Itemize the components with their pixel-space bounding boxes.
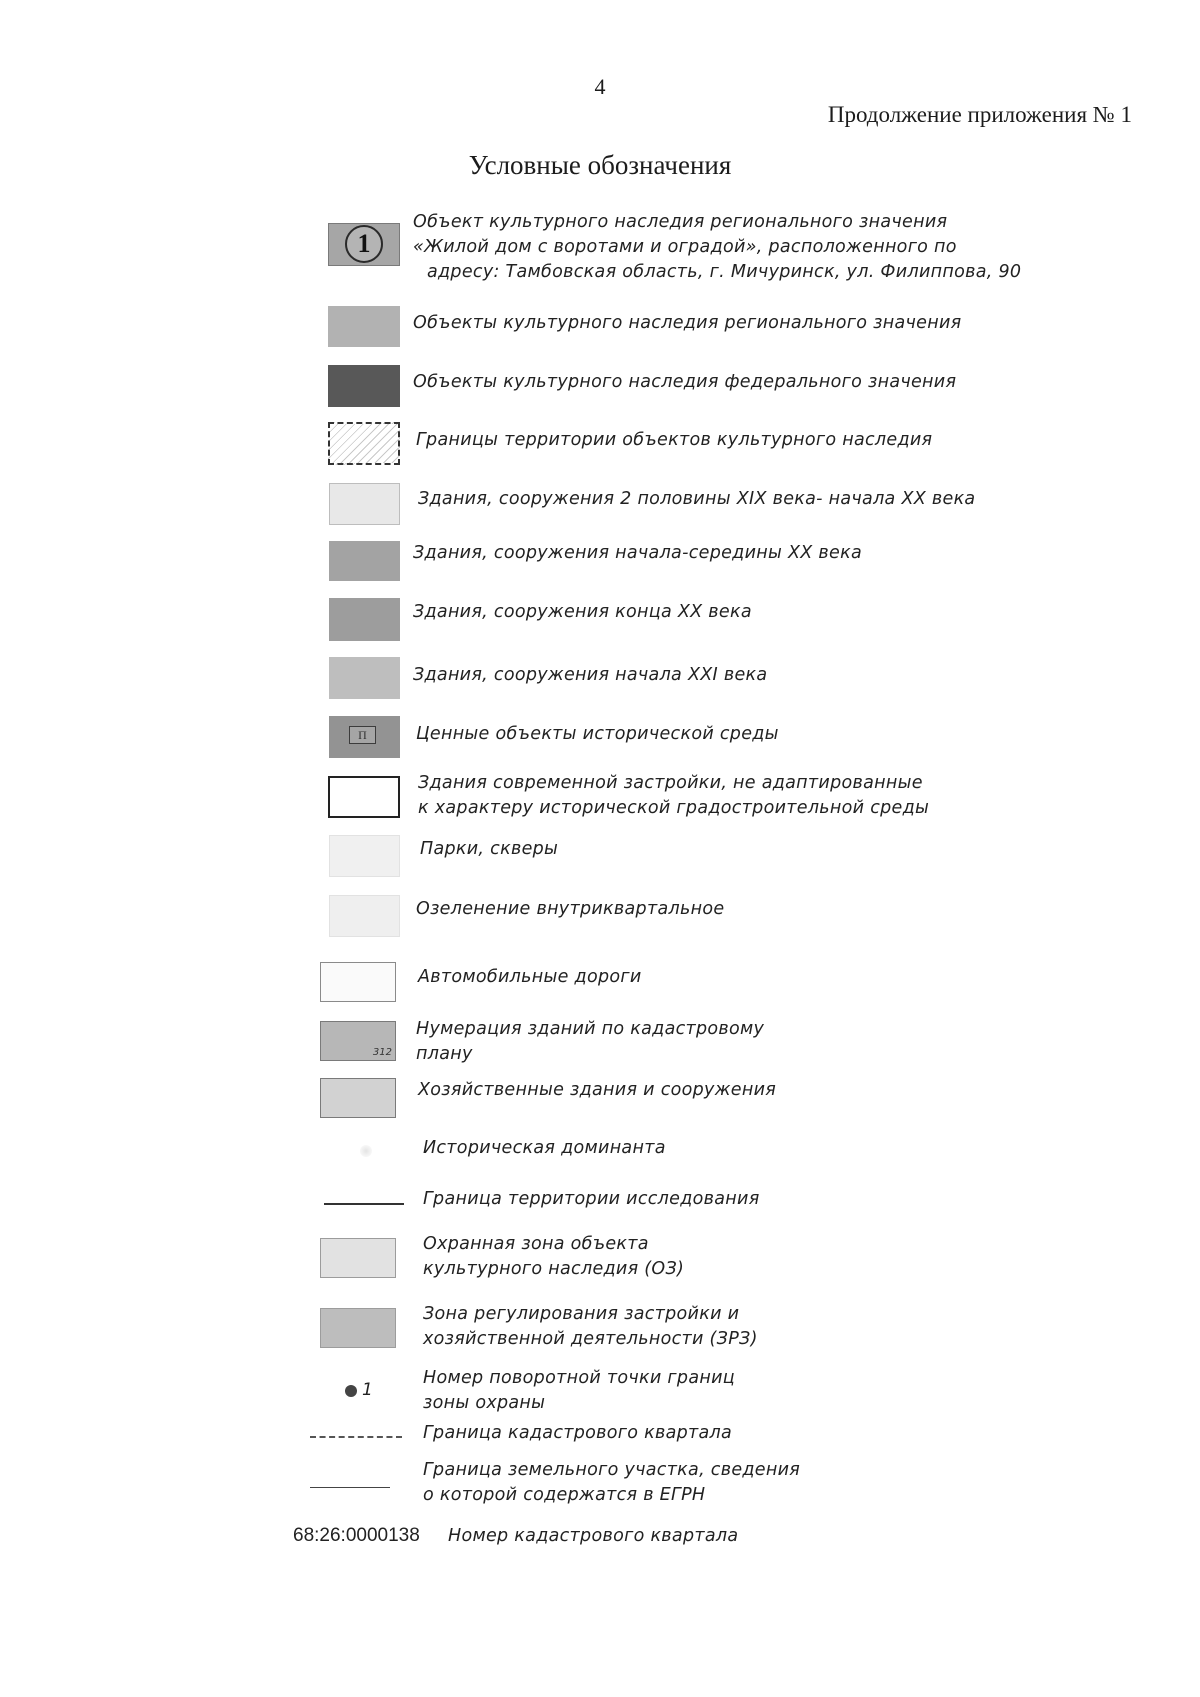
turning-point-label — [423, 1366, 735, 1416]
valuable-objects-label: Ценные объекты исторической среды — [416, 724, 779, 744]
building-numbering-label — [416, 1017, 764, 1067]
regulation-zone-label — [423, 1302, 758, 1352]
buildings-end-20c-swatch — [329, 598, 400, 641]
buildings-19c-swatch — [329, 483, 400, 525]
buildings-early-20c-label: Здания, сооружения начала-середины XX века — [413, 543, 862, 563]
turning-point-icon — [345, 1385, 357, 1397]
plot-border-line-2: о которой содержатся в ЕГРН — [423, 1485, 706, 1505]
roads-swatch — [320, 962, 396, 1002]
heritage-object-swatch — [328, 223, 400, 266]
federal-heritage-swatch — [328, 365, 400, 407]
historic-dominant-label: Историческая доминанта — [423, 1138, 666, 1158]
turning-point-line-2: зоны охраны — [423, 1393, 546, 1413]
utility-buildings-swatch — [320, 1078, 396, 1118]
federal-heritage-label: Объекты культурного наследия федерального значения — [413, 372, 957, 392]
building-numbering-line-2: плану — [416, 1044, 473, 1064]
heritage-object-line-2: «Жилой дом с воротами и оградой», расположенного по — [413, 237, 957, 257]
plot-border-line — [310, 1487, 390, 1488]
heritage-object-number-icon: 1 — [345, 225, 383, 263]
heritage-object-label — [413, 210, 1021, 285]
regulation-zone-line-1: Зона регулирования застройки и — [423, 1304, 740, 1324]
heritage-object-line-3: адресу: Тамбовская область, г. Мичуринск, ул. Филиппова, 90 — [427, 262, 1022, 282]
buildings-early-20c-swatch — [329, 541, 400, 581]
turning-point-line-1: Номер поворотной точки границ — [423, 1368, 735, 1388]
buildings-end-20c-label: Здания, сооружения конца XX века — [413, 602, 752, 622]
regulation-zone-line-2: хозяйственной деятельности (ЗРЗ) — [423, 1329, 758, 1349]
legend-title: Условные обозначения — [468, 150, 732, 180]
parks-swatch — [329, 835, 400, 877]
plot-border-line-1: Граница земельного участка, сведения — [423, 1460, 801, 1480]
modern-buildings-line-1: Здания современной застройки, не адаптированные — [418, 773, 923, 793]
building-numbering-line-1: Нумерация зданий по кадастровому — [416, 1019, 765, 1039]
appendix-continuation: Продолжение приложения № 1 — [827, 102, 1132, 127]
heritage-object-line-1: Объект культурного наследия регионального значения — [413, 212, 948, 232]
protection-zone-line-2: культурного наследия (ОЗ) — [423, 1259, 685, 1279]
buildings-21c-swatch — [329, 657, 400, 699]
valuable-objects-swatch — [329, 716, 400, 758]
plot-border-label — [423, 1458, 800, 1508]
protection-zone-label — [423, 1232, 684, 1282]
cadastral-number-sample: 68:26:0000138 — [293, 1525, 420, 1546]
study-border-line — [324, 1203, 404, 1205]
utility-buildings-label: Хозяйственные здания и сооружения — [418, 1080, 777, 1100]
cadastral-number-label: Номер кадастрового квартала — [448, 1526, 739, 1546]
cadastral-border-label: Граница кадастрового квартала — [423, 1423, 733, 1443]
buildings-19c-label: Здания, сооружения 2 половины XIX века- начала XX века — [418, 489, 976, 509]
modern-buildings-swatch — [328, 776, 400, 818]
regional-heritage-swatch — [328, 306, 400, 347]
modern-buildings-label — [418, 771, 929, 821]
greenery-label: Озеленение внутриквартальное — [416, 899, 725, 919]
cadastral-border-line — [310, 1436, 402, 1438]
parks-label: Парки, скверы — [420, 839, 559, 859]
regional-heritage-label: Объекты культурного наследия регионального значения — [413, 313, 962, 333]
protection-zone-line-1: Охранная зона объекта — [423, 1234, 649, 1254]
page-number: 4 — [594, 74, 606, 99]
protection-zone-swatch — [320, 1238, 396, 1278]
territory-border-label: Границы территории объектов культурного наследия — [416, 430, 933, 450]
greenery-swatch — [329, 895, 400, 937]
study-border-label: Граница территории исследования — [423, 1189, 760, 1209]
regulation-zone-swatch — [320, 1308, 396, 1348]
roads-label: Автомобильные дороги — [418, 967, 642, 987]
buildings-21c-label: Здания, сооружения начала XXI века — [413, 665, 768, 685]
building-number-sample: 312 — [372, 1047, 392, 1058]
modern-buildings-line-2: к характеру исторической градостроительной среды — [418, 798, 930, 818]
valuable-object-marker-icon: П — [349, 726, 376, 744]
turning-point-number: 1 — [362, 1380, 373, 1400]
territory-border-swatch — [328, 422, 400, 465]
historic-dominant-icon — [360, 1145, 372, 1157]
building-numbering-swatch — [320, 1021, 396, 1061]
